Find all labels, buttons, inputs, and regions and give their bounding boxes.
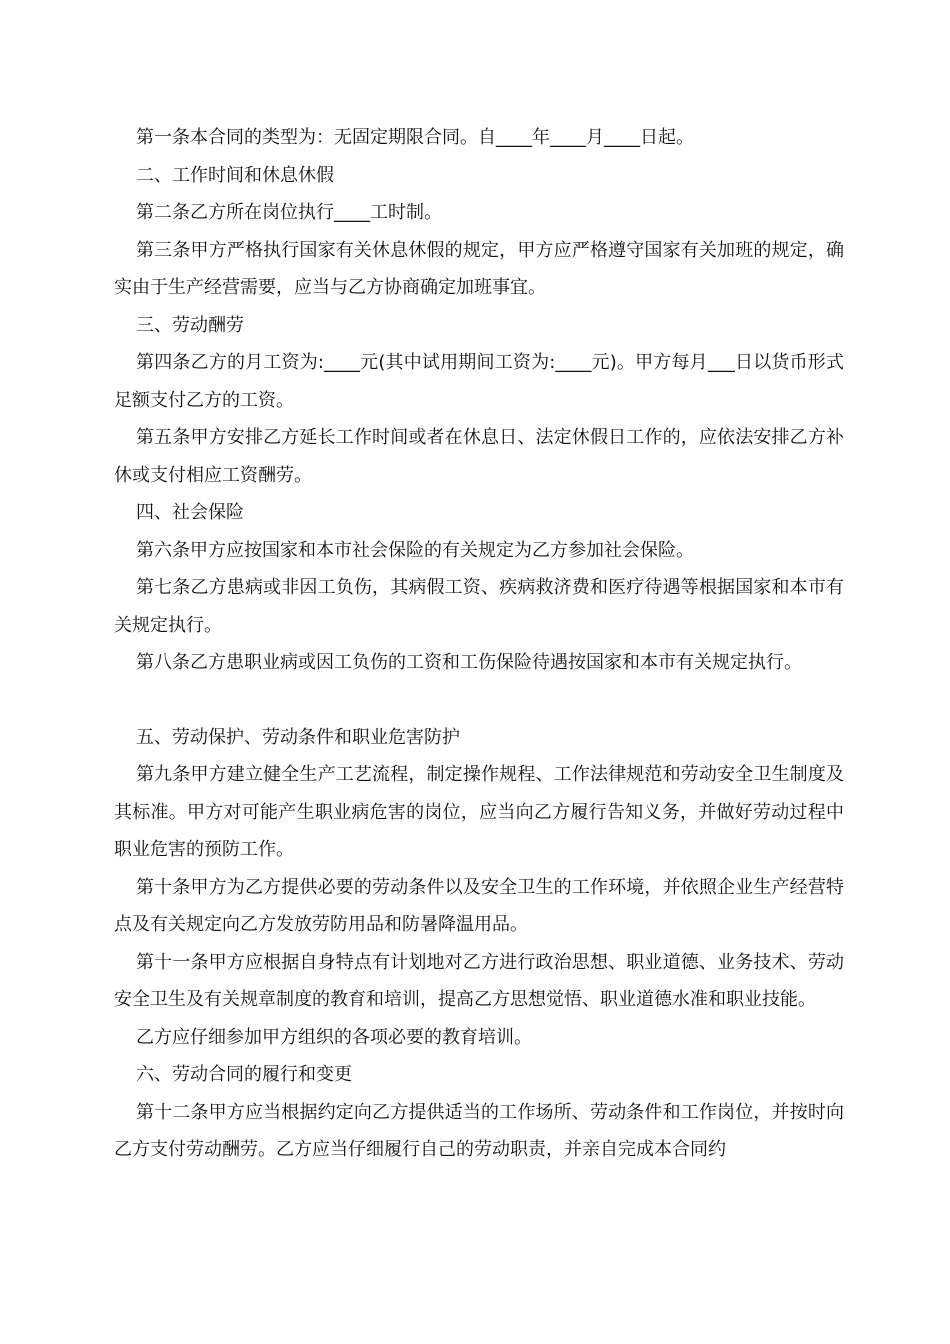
document-body: [114, 119, 844, 1169]
section-heading-3: 三、劳动酬劳: [136, 314, 244, 336]
article-6: 第六条甲方应按国家和本市社会保险的有关规定为乙方参加社会保险。: [136, 539, 694, 561]
article-8: 第八条乙方患职业病或因工负伤的工资和工伤保险待遇按国家和本市有关规定执行。: [136, 652, 802, 673]
article-4: 第四条乙方的月工资为:____元(其中试用期间工资为:____元)。甲方每月___日以货币形式足额支付乙方的工资。: [114, 352, 844, 411]
article-2: 第二条乙方所在岗位执行____工时制。: [136, 202, 442, 223]
paragraph-spacer: [114, 682, 844, 719]
section-heading-2: 二、工作时间和休息休假: [136, 164, 334, 186]
article-11: 第十一条甲方应根据自身特点有计划地对乙方进行政治思想、职业道德、业务技术、劳动安全卫生及有关规章制度的教育和培训，提高乙方思想觉悟、职业道德水准和职业技能。: [114, 951, 844, 1010]
section-heading-6: 六、劳动合同的履行和变更: [136, 1064, 352, 1085]
article-1: 第一条本合同的类型为：无固定期限合同。自____年____月____日起。: [136, 127, 694, 148]
article-5: 第五条甲方安排乙方延长工作时间或者在休息日、法定休假日工作的，应依法安排乙方补休或支付相应工资酬劳。: [114, 427, 844, 486]
article-3: 第三条甲方严格执行国家有关休息休假的规定，甲方应严格遵守国家有关加班的规定，确实由于生产经营需要，应当与乙方协商确定加班事宜。: [114, 239, 844, 298]
article-9: 第九条甲方建立健全生产工艺流程，制定操作规程、工作法律规范和劳动安全卫生制度及其标准。甲方对可能产生职业病危害的岗位，应当向乙方履行告知义务，并做好劳动过程中职业危害的预防工作。: [114, 764, 844, 860]
article-7: 第七条乙方患病或非因工负伤，其病假工资、疾病救济费和医疗待遇等根据国家和本市有关规定执行。: [114, 577, 844, 636]
article-12: 第十二条甲方应当根据约定向乙方提供适当的工作场所、劳动条件和工作岗位，并按时向乙方支付劳动酬劳。乙方应当仔细履行自己的劳动职责，并亲自完成本合同约: [114, 1101, 844, 1160]
section-heading-5: 五、劳动保护、劳动条件和职业危害防护: [136, 726, 460, 748]
section-heading-4: 四、社会保险: [136, 502, 244, 523]
article-11-supplement: 乙方应仔细参加甲方组织的各项必要的教育培训。: [136, 1026, 532, 1048]
article-10: 第十条甲方为乙方提供必要的劳动条件以及安全卫生的工作环境，并依照企业生产经营特点及有关规定向乙方发放劳防用品和防暑降温用品。: [114, 876, 844, 935]
